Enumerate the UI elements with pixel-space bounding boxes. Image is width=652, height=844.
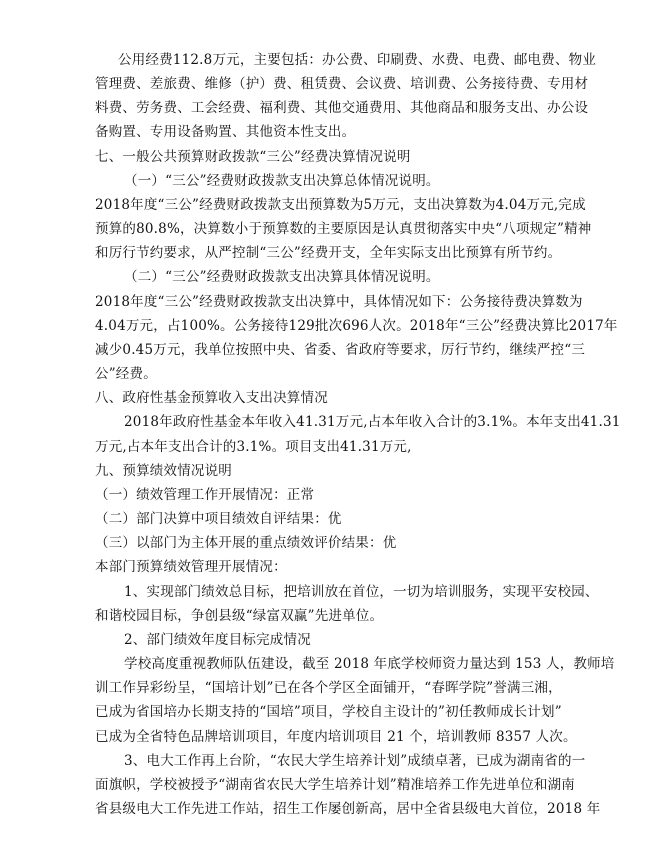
text-line: 2018年政府性基金本年收入41.31万元,占本年收入合计的3.1%。本年支出41.31 (124, 414, 621, 430)
text-line: 学校高度重视教师队伍建设，截至 2018 年底学校师资力量达到 153 人，教师培 (124, 656, 615, 672)
text-line: 本部门预算绩效管理开展情况： (95, 559, 287, 575)
text-line: 4.04万元，占100%。公务接待129批次696人次。2018年“三公”经费决算比2017年 (95, 318, 618, 334)
text-line: 2018年度“三公”经费财政拨款支出预算数为5万元，支出决算数为4.04万元,完成 (95, 197, 586, 213)
text-line: 公用经费112.8万元，主要包括：办公费、印刷费、水费、电费、邮电费、物业 (118, 52, 597, 68)
list-item: （一）绩效管理工作开展情况：正常 (95, 487, 315, 503)
list-item: （三）以部门为主体开展的重点绩效评价结果：优 (95, 535, 397, 551)
text-line: 3、电大工作再上台阶，“农民大学生培养计划”成绩卓著，已成为湖南省的一 (124, 753, 586, 769)
text-line: 面旗帜，学校被授予“湖南省农民大学生培养计划”精准培养工作先进单位和湖南 (95, 777, 576, 793)
text-line: 2、部门绩效年度目标完成情况 (124, 632, 311, 648)
section-heading: 九、预算绩效情况说明 (95, 463, 232, 479)
text-line: 训工作异彩纷呈，“国培计划”已在各个学区全面铺开，“春晖学院”誉满三湘， (95, 680, 562, 696)
section-heading: 八、政府性基金预算收入支出决算情况 (95, 390, 328, 406)
section-heading: 七、一般公共预算财政拨款“三公”经费决算情况说明 (95, 149, 411, 165)
subsection-heading: （一）“三公”经费财政拨款支出决算总体情况说明。 (124, 173, 440, 189)
text-line: 省县级电大工作先进工作站，招生工作屡创新高，居中全省县级电大首位，2018 年 (95, 801, 601, 817)
text-line: 公”经费。 (95, 366, 157, 382)
text-line: 1、实现部门绩效总目标，把培训放在首位，一切为培训服务，实现平安校园、 (124, 584, 599, 600)
text-line: 管理费、差旅费、维修（护）费、租赁费、会议费、培训费、公务接待费、专用材 (95, 76, 589, 92)
text-line: 2018年度“三公”经费财政拨款支出决算中，具体情况如下：公务接待费决算数为 (95, 294, 583, 310)
text-line: 已成为全省特色品牌培训项目，年度内培训项目 21 个，培训教师 8357 人次。 (95, 729, 577, 745)
text-line: 万元,占本年支出合计的3.1%。项目支出41.31万元, (95, 439, 412, 455)
text-line: 和厉行节约要求，从严控制“三公”经费开支，全年实际支出比预算有所节约。 (95, 245, 562, 261)
text-line: 已成为省国培办长期支持的“国培”项目，学校自主设计的”初任教师成长计划” (95, 704, 562, 720)
text-line: 预算的80.8%，决算数小于预算数的主要原因是认真贯彻落实中央“八项规定”精神 (95, 221, 592, 237)
text-line: 备购置、专用设备购置、其他资本性支出。 (95, 124, 356, 140)
subsection-heading: （二）“三公”经费财政拨款支出决算具体情况说明。 (124, 269, 440, 285)
text-line: 和谐校园目标，争创县级“绿富双赢”先进单位。 (95, 608, 384, 624)
text-line: 料费、劳务费、工会经费、福利费、其他交通费用、其他商品和服务支出、办公设 (95, 100, 589, 116)
text-line: 减少0.45万元，我单位按照中央、省委、省政府等要求，厉行节约，继续严控“三 (95, 342, 586, 358)
list-item: （二）部门决算中项目绩效自评结果：优 (95, 511, 342, 527)
